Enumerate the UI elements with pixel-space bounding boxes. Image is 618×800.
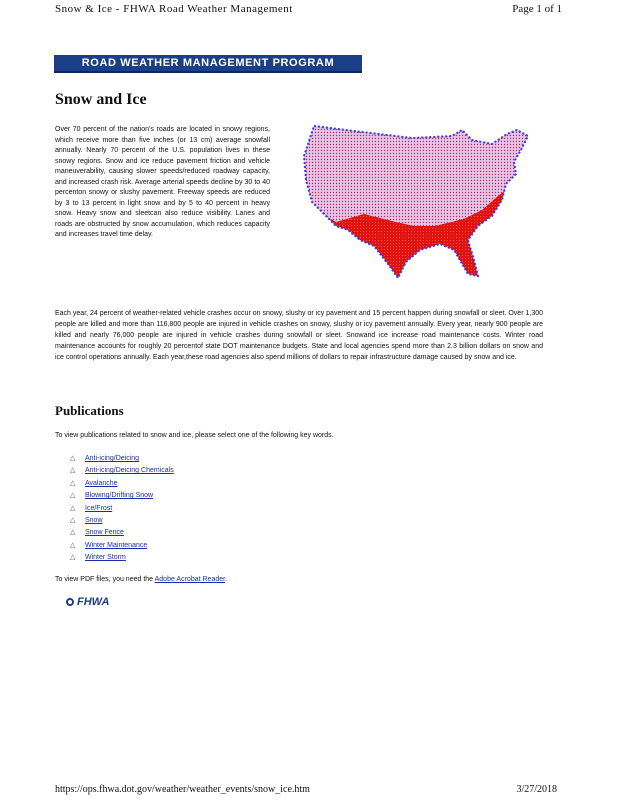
keyword-link[interactable]: Snow Fence — [85, 529, 124, 537]
print-footer-url: https://ops.fhwa.dot.gov/weather/weather_events/snow_ice.htm — [55, 784, 310, 795]
bullet-icon: △ — [70, 554, 76, 562]
print-header-page: Page 1 of 1 — [512, 3, 562, 15]
list-item — [70, 490, 174, 502]
list-item — [70, 453, 174, 465]
keyword-link[interactable]: Snow — [85, 516, 103, 524]
list-item — [70, 527, 174, 539]
publications-heading: Publications — [55, 403, 124, 418]
page-title: Snow and Ice — [55, 91, 147, 108]
bullet-icon: △ — [70, 504, 76, 512]
crash-statistics-paragraph: Each year, 24 percent of weather-related vehicle crashes occur on snowy, slushy or icy pavement and 15 percent happen during snowfall or sleet. Over 1,300 people are killed and more than 116,800 people are injured in vehicle crashes on snowy, slushy or icy pavement annually. Every year, nearly 900 people are killed and nearly 76,000 people are injured in vehicle crashes during snowfall or sleet. Snowand ice increase road maintenance costs. Winter road maintenance accounts for roughly 20 percentof state DOT maintenance budgets. State and local agencies spend more than 2.3 billion dollars on snow and ice control operations annually. Each year,these road agencies also spend millions of dollars to repair infrastructure damage caused by snow and ice. — [55, 310, 543, 361]
pdf-reader-note — [55, 576, 227, 583]
intro-paragraph: Over 70 percent of the nation's roads are located in snowy regions, which receive more than five inches (or 13 cm) average snowfall annually. Nearly 70 percent of the U.S. population lives in these snowy regions. Snow and ice reduce pavement friction and vehicle maneuverability, causing slower speeds/reduced roadway capacity, and increased crash risk. Average arterial speeds decline by 30 to 40 percenton snowy or slushy pavement. Freeway speeds are reduced by 3 to 13 percent in light snow and by 5 to 40 percent in heavy snow. Heavy snow and sleetcan also reduce visibility. Lanes and roads are obstructed by snow accumulation, which reduces capacity and increases travel time delay. — [55, 126, 270, 238]
keyword-link[interactable]: Anti-icing/Deicing Chemicals — [85, 467, 174, 475]
keyword-link[interactable]: Anti-icing/Deicing — [85, 455, 140, 462]
list-item — [70, 503, 174, 515]
keyword-link[interactable]: Winter Maintenance — [85, 541, 148, 549]
acrobat-reader-link[interactable]: Adobe Acrobat Reader — [154, 576, 226, 583]
list-item — [70, 478, 174, 490]
fhwa-logo-icon — [66, 598, 74, 606]
pdf-note-prefix: To view PDF files, you need the — [55, 576, 154, 583]
fhwa-logo-text: FHWA — [77, 596, 110, 608]
bullet-icon: △ — [70, 516, 76, 524]
keyword-link[interactable]: Blowing/Drifting Snow — [85, 492, 154, 500]
fhwa-logo[interactable] — [66, 596, 109, 608]
bullet-icon: △ — [70, 479, 76, 487]
keyword-link[interactable]: Winter Storm — [85, 554, 126, 562]
program-banner[interactable]: ROAD WEATHER MANAGEMENT PROGRAM — [54, 55, 362, 73]
print-footer-date: 3/27/2018 — [516, 784, 557, 795]
print-header-title: Snow & Ice - FHWA Road Weather Management — [55, 3, 293, 15]
keyword-link[interactable]: Avalanche — [85, 479, 118, 487]
bullet-icon: △ — [70, 467, 76, 475]
bullet-icon: △ — [70, 455, 76, 462]
list-item — [70, 540, 174, 552]
bullet-icon: △ — [70, 492, 76, 500]
bullet-icon: △ — [70, 529, 76, 537]
keyword-link[interactable]: Ice/Frost — [85, 504, 113, 512]
list-item — [70, 515, 174, 527]
us-snow-region-map — [302, 122, 534, 280]
list-item — [70, 552, 174, 564]
pdf-note-suffix: . — [225, 576, 228, 583]
publications-intro: To view publications related to snow and ice, please select one of the following key words. — [55, 432, 334, 439]
publication-keyword-list — [70, 453, 174, 565]
list-item — [70, 465, 174, 477]
bullet-icon: △ — [70, 541, 76, 549]
